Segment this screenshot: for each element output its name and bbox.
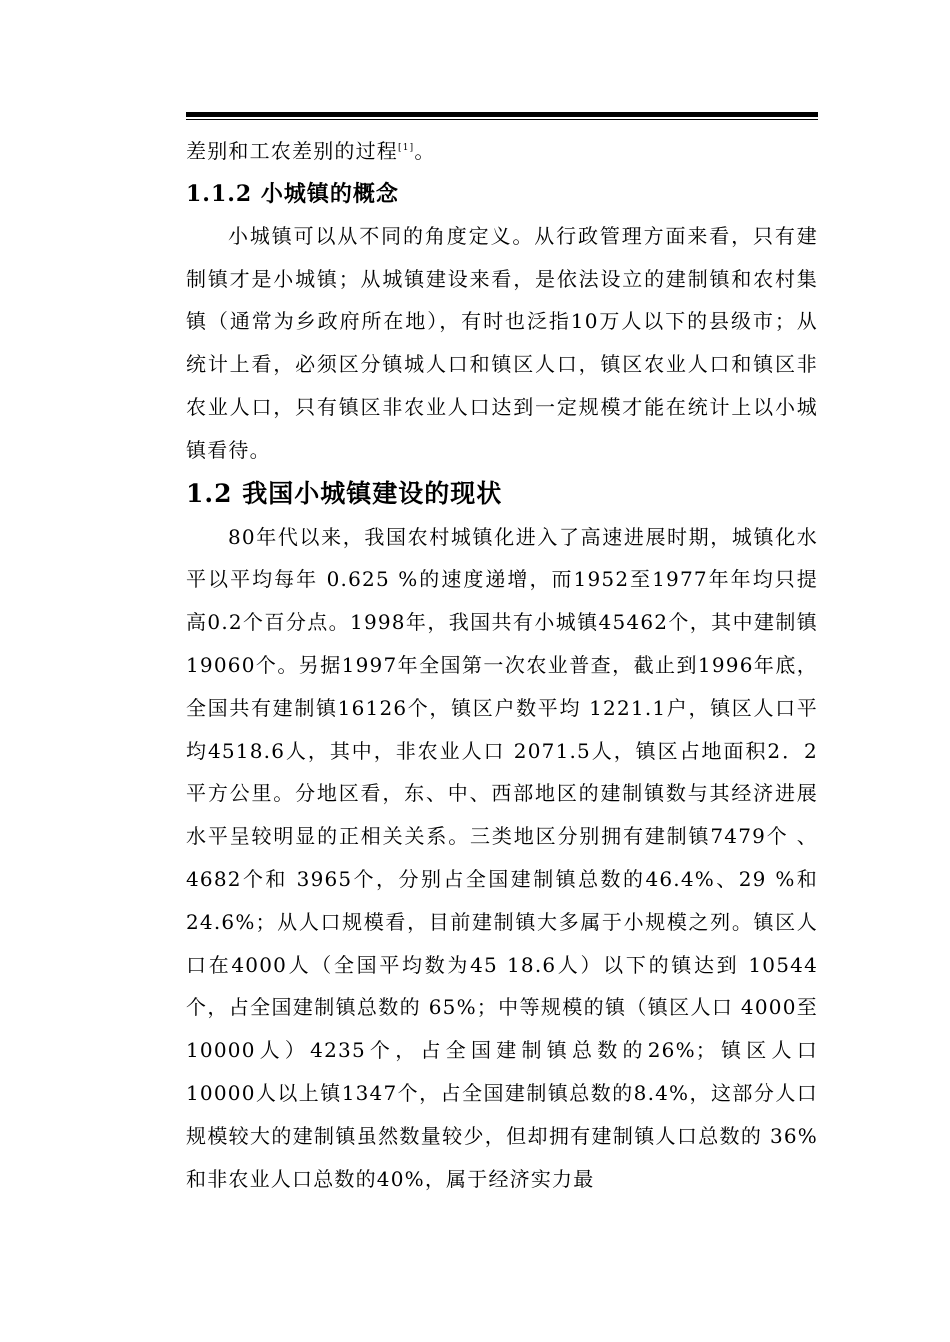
header-rule-thick bbox=[186, 112, 818, 117]
continuation-end: 。 bbox=[414, 139, 436, 163]
paragraph-small-town-concept: 小城镇可以从不同的角度定义。从行政管理方面来看，只有建制镇才是小城镇；从城镇建设来看，是依法设立的建制镇和农村集镇（通常为乡政府所在地），有时也泛指10万人以下的县级市；从统计上看，必须区分镇城人口和镇区人口，镇区农业人口和镇区非农业人口，只有镇区非农业人口达到一定规模才能在统计上以小城镇看待。 bbox=[186, 223, 818, 462]
header-rule-thin bbox=[186, 119, 818, 120]
section-heading-1-1-2: 1.1.2 小城镇的概念 bbox=[186, 180, 399, 207]
paragraph-small-town-status: 80年代以来，我国农村城镇化进入了高速进展时期，城镇化水平以平均每年 0.625 %的速度递增，而1952至1977年年均只提高0.2个百分点。1998年，我国共有小城镇45462个，其中建制镇19060个。另据1997年全国第一次农业普查，截止到1996年底，全国共有建制镇16126个，镇区户数平均 1221.1户，镇区人口平均4518.6人，其中，非农业人口 2071.5人，镇区占地面积2．2平方公里。分地区看，东、中、西部地区的建制镇数与其经济进展水平呈较明显的正相关关系。三类地区分别拥有建制镇7479个 、4682个和 3965个，分别占全国建制镇总数的46.4%、29 %和 24.6%；从人口规模看，目前建制镇大多属于小规模之列。镇区人口在4000人（全国平均数为45 18.6人）以下的镇达到 10544个，占全国建制镇总数的 65%；中等规模的镇（镇区人口 4000至10000人）4235个，占全国建制镇总数的26%；镇区人口 10000人以上镇1347个，占全国建制镇总数的8.4%，这部分人口规模较大的建制镇虽然数量较少，但却拥有建制镇人口总数的 36%和非农业人口总数的40%，属于经济实力最 bbox=[186, 524, 818, 1191]
document-body bbox=[186, 130, 818, 1200]
citation-reference[interactable]: [1] bbox=[398, 143, 415, 153]
section-heading-1-2: 1.2 我国小城镇建设的现状 bbox=[186, 478, 503, 508]
continuation-text: 差别和工农差别的过程 bbox=[186, 139, 398, 163]
continuation-paragraph bbox=[186, 130, 818, 173]
